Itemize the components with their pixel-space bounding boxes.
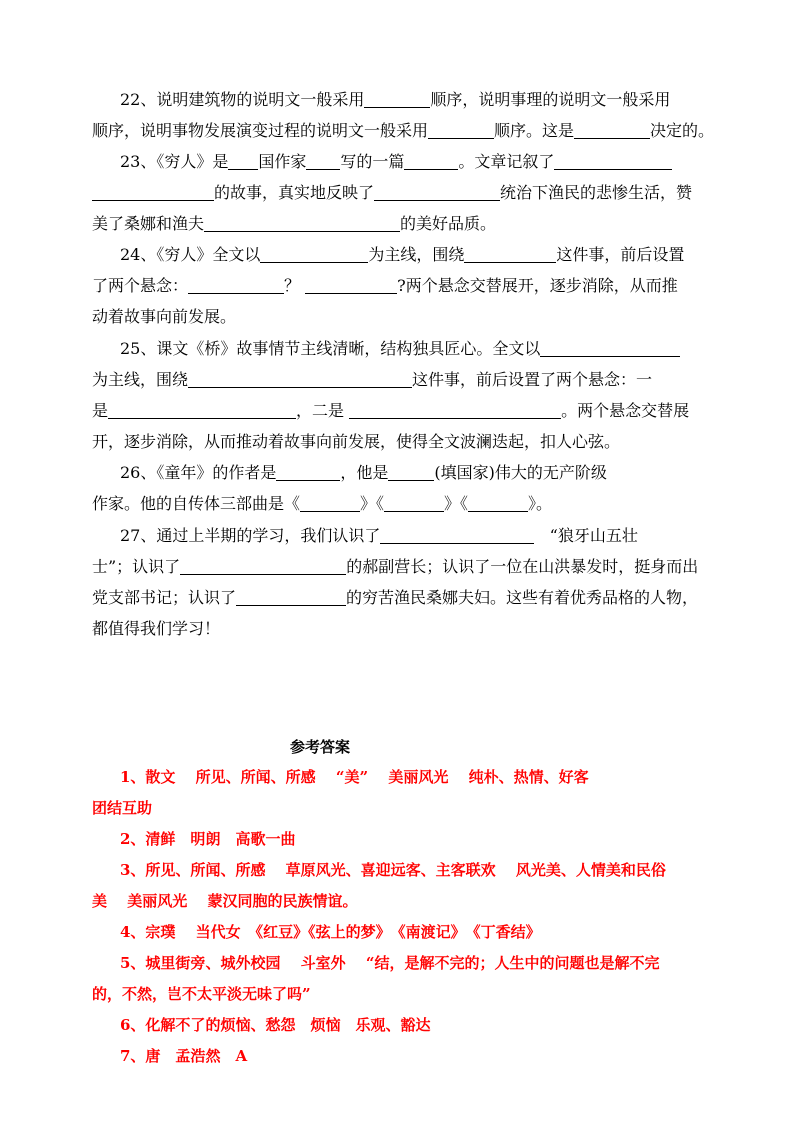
- question-text: 国作家: [258, 152, 307, 171]
- question-text: ?两个悬念交替展开，逐步消除，从而推: [397, 276, 678, 295]
- answer-blank[interactable]: [92, 182, 214, 201]
- question-22: [92, 84, 715, 146]
- answer-blank[interactable]: [464, 244, 556, 263]
- question-line: [92, 364, 712, 395]
- question-text: (填国家)伟大的无产阶级: [434, 463, 607, 482]
- question-text: ，他是: [340, 463, 389, 482]
- question-text: 动着故事向前发展。: [92, 307, 237, 326]
- question-text: 顺序，说明事理的说明文一般采用: [430, 90, 671, 109]
- question-line: [92, 239, 712, 270]
- question-24: [92, 239, 712, 332]
- question-text: “狼牙山五壮: [549, 526, 638, 545]
- answer-line: 5、城里街旁、城外校园 斗室外 “结，是解不完的；人生中的问题也是解不完: [120, 954, 660, 972]
- answer-blank[interactable]: [260, 244, 368, 263]
- question-text: 决定的。: [650, 121, 715, 140]
- question-line: [92, 115, 715, 146]
- answer-blank[interactable]: [228, 151, 258, 170]
- question-line: [92, 488, 712, 519]
- answer-blank[interactable]: [574, 120, 650, 139]
- answer-line: 团结互助: [92, 799, 153, 817]
- question-text: 党支部书记；认识了: [92, 588, 237, 607]
- answer-blank[interactable]: [428, 120, 494, 139]
- question-text: 统治下渔民的悲惨生活，赞: [500, 183, 693, 202]
- question-text: 写的一篇: [340, 152, 405, 171]
- question-line: [92, 613, 712, 644]
- question-text: 的故事，真实地反映了: [214, 183, 375, 202]
- question-text: 的美好品质。: [400, 214, 497, 233]
- question-text: 》《: [360, 494, 385, 513]
- question-text: 的郝副营长；认识了一位在山洪暴发时，挺身而出: [346, 557, 699, 576]
- answer-blank[interactable]: [204, 213, 400, 232]
- question-text: 为主线，围绕: [368, 245, 465, 264]
- answer-line: 1、散文 所见、所闻、所感 “美” 美丽风光 纯朴、热情、好客: [120, 768, 589, 786]
- question-line: [92, 582, 712, 613]
- question-text: 的穷苦渔民桑娜夫妇。这些有着优秀品格的人物，: [346, 588, 699, 607]
- question-27: [92, 520, 712, 644]
- question-line: [92, 520, 712, 551]
- question-text: 》。: [528, 494, 553, 513]
- question-text: 这件事，前后设置了两个悬念：一: [412, 370, 653, 389]
- answer-blank[interactable]: [554, 151, 672, 170]
- question-line: [92, 333, 712, 364]
- answer-blank[interactable]: [349, 400, 561, 419]
- question-line: [92, 301, 712, 332]
- answer-blank[interactable]: [236, 587, 346, 606]
- question-text: 是: [92, 401, 109, 420]
- question-line: [92, 551, 712, 582]
- answer-line: 7、唐 孟浩然 A: [120, 1047, 248, 1065]
- answer-blank[interactable]: [188, 275, 284, 294]
- question-line: [92, 270, 712, 301]
- question-text: 了两个悬念：: [92, 276, 189, 295]
- answer-blank[interactable]: [188, 369, 412, 388]
- question-text: 作家。他的自传体三部曲是《: [92, 494, 301, 513]
- answer-blank[interactable]: [384, 493, 444, 512]
- question-text: 25、课文《桥》故事情节主线清晰，结构独具匠心。全文以: [120, 339, 541, 358]
- question-26: [92, 457, 712, 519]
- question-line: [92, 457, 712, 488]
- answer-blank[interactable]: [380, 525, 534, 544]
- question-text: 为主线，围绕: [92, 370, 189, 389]
- question-line: [92, 84, 712, 115]
- question-text: 这件事，前后设置: [556, 245, 685, 264]
- answer-line: 2、清鲜 明朗 高歌一曲: [120, 830, 296, 848]
- question-text: 。两个悬念交替展: [561, 401, 690, 420]
- answer-line: 6、化解不了的烦恼、愁怨 烦恼 乐观、豁达: [120, 1016, 431, 1034]
- answer-line: 4、宗璞 当代女 《红豆》《弦上的梦》 《南渡记》 《丁香结》: [120, 923, 541, 941]
- answer-blank[interactable]: [108, 400, 296, 419]
- question-23: [92, 146, 712, 239]
- question-text: 士”；认识了: [92, 557, 181, 576]
- question-text: 都值得我们学习！: [92, 619, 221, 638]
- answer-blank[interactable]: [364, 89, 430, 108]
- answer-line: 3、所见、所闻、所感 草原风光、喜迎远客、主客联欢 风光美、人情美和民俗: [120, 861, 666, 879]
- question-text: ？: [284, 276, 301, 295]
- question-text: 美了桑娜和渔夫: [92, 214, 205, 233]
- answer-blank[interactable]: [300, 493, 360, 512]
- answer-blank[interactable]: [468, 493, 528, 512]
- answer-list: [92, 762, 712, 1072]
- answers-title: 参考答案: [289, 738, 350, 756]
- question-text: 22、说明建筑物的说明文一般采用: [120, 90, 365, 109]
- question-text: 24、《穷人》全文以: [120, 245, 261, 264]
- question-text: 顺序，说明事物发展演变过程的说明文一般采用: [92, 121, 429, 140]
- question-text: 顺序。这是: [494, 121, 575, 140]
- answer-line: 的，不然，岂不太平淡无味了吗”: [92, 985, 311, 1003]
- answer-blank[interactable]: [180, 556, 346, 575]
- question-line: [92, 426, 712, 457]
- question-text: 开，逐步消除，从而推动着故事向前发展，使得全文波澜迭起，扣人心弦。: [92, 432, 621, 451]
- answer-blank[interactable]: [540, 338, 680, 357]
- question-text: 27、通过上半期的学习，我们认识了: [120, 526, 381, 545]
- answer-blank[interactable]: [388, 462, 434, 481]
- question-text: 。文章记叙了: [458, 152, 555, 171]
- question-line: [92, 146, 712, 177]
- answer-blank[interactable]: [306, 151, 340, 170]
- answer-line: 美 美丽风光 蒙汉同胞的民族情谊。: [92, 892, 358, 910]
- answer-blank[interactable]: [305, 275, 397, 294]
- question-line: [92, 208, 712, 239]
- question-25: [92, 333, 712, 457]
- question-line: [92, 395, 712, 426]
- answer-blank[interactable]: [404, 151, 458, 170]
- answer-blank[interactable]: [276, 462, 340, 481]
- question-text: 》《: [444, 494, 469, 513]
- question-line: [92, 177, 712, 208]
- question-text: 26、《童年》的作者是: [120, 463, 277, 482]
- question-text: ，二是: [296, 401, 345, 420]
- answer-blank[interactable]: [374, 182, 500, 201]
- question-text: 23、《穷人》是: [120, 152, 229, 171]
